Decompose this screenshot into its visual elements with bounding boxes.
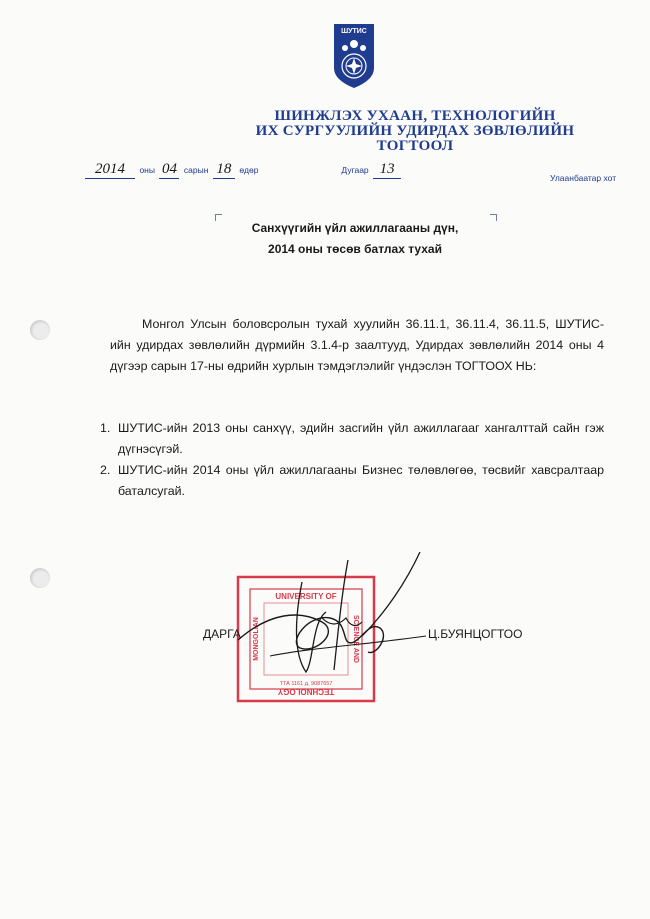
day-label: өдөр (239, 165, 259, 175)
emblem-abbr: ШУТИС (341, 28, 367, 35)
list-item-text: ШУТИС-ийн 2014 оны үйл ажиллагааны Бизнес төлөвлөгөө, төсвийг хавсралтаар баталсугай. (118, 463, 604, 498)
punch-hole (30, 568, 50, 588)
handwritten-signature (230, 552, 450, 682)
month-label: сарын (183, 165, 209, 175)
header-line-2: ИХ СУРГУУЛИЙН УДИРДАХ ЗӨВЛӨЛИЙН (255, 123, 575, 139)
date-month: 04 (159, 161, 179, 179)
document-title-line-1: Санхүүгийн үйл ажиллагааны дүн, (251, 221, 459, 235)
date-line (85, 160, 565, 182)
header-line-3: ТОГТООЛ (376, 138, 454, 154)
signatory-name: Ц.БУЯНЦОГТОО (428, 627, 523, 641)
stamp-top-text: UNIVERSITY OF (275, 592, 337, 601)
date-day: 18 (213, 161, 235, 179)
list-item (100, 460, 604, 502)
list-item (100, 418, 604, 460)
title-corner-right (490, 214, 497, 221)
signatory-role: ДАРГА (203, 627, 241, 641)
list-item-text: ШУТИС-ийн 2013 оны санхүү, эдийн засгийн үйл ажиллагааг хангалттай сайн гэж дүгнэсүгэй. (118, 421, 604, 456)
document-number: 13 (373, 161, 401, 179)
number-label: Дугаар (341, 165, 369, 175)
year-label: оны (139, 165, 155, 175)
university-emblem-icon (330, 22, 378, 90)
city-label: Улаанбаатар хот (550, 173, 617, 183)
header-line-1: ШИНЖЛЭХ УХААН, ТЕХНОЛОГИЙН (274, 108, 556, 124)
stamp-left-text: MONGOLIAN (253, 617, 260, 661)
stamp-registration: ТТА 1161 д. 9087657 (279, 681, 333, 687)
preamble-text: Монгол Улсын боловсролын тухай хуулийн 36.11.1, 36.11.4, 36.11.5, ШУТИС-ийн удирдах зөвлөлийн дүрмийн 3.1.4-р заалтууд, Удирдах зөвлөлийн 2014 оны 4 дүгээр сарын 17-ны өдрийн хурлын тэмдэглэлийг үндэслэн ТОГТООХ НЬ: (110, 317, 604, 373)
preamble-paragraph (110, 314, 604, 377)
document-title-line-2: 2014 оны төсөв батлах тухай (268, 242, 442, 256)
resolution-list (100, 418, 604, 502)
list-item-number: 2. (100, 463, 111, 477)
stamp-bottom-text: TECHNOLOGY (277, 687, 335, 696)
date-year: 2014 (85, 161, 135, 179)
stamp-right-text: SCIENCE AND (352, 615, 359, 663)
punch-hole (30, 320, 50, 340)
title-corner-left (215, 214, 222, 221)
list-item-number: 1. (100, 421, 111, 435)
